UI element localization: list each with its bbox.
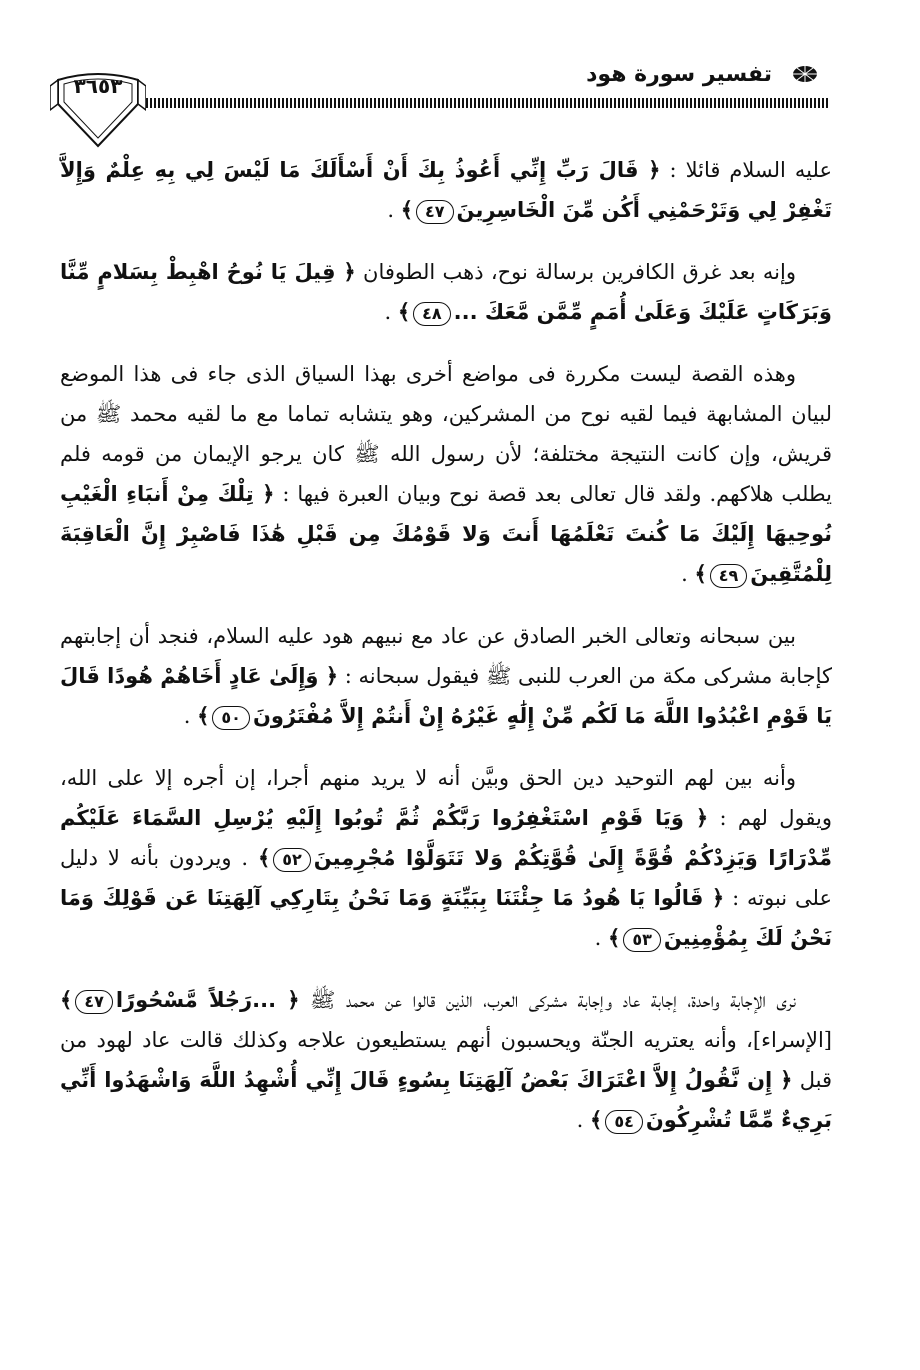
commentary-text: . ويردون بأنه لا دليل على نبوته : bbox=[60, 846, 832, 910]
verse-number: ٥٢ bbox=[273, 848, 311, 872]
quran-verse: ﴾ bbox=[60, 988, 73, 1012]
commentary-text: . bbox=[594, 926, 608, 950]
commentary-text: . bbox=[183, 704, 198, 728]
page-number: ٣٦٥٣ bbox=[73, 74, 123, 98]
commentary-text: بين سبحانه وتعالى الخبر الصادق عن عاد مع نبيهم هود عليه السلام، فنجد أن إجابتهم كإجابة مشركى مكة من العرب للنبى ﷺ فيقول سبحانه : bbox=[60, 624, 832, 688]
quran-verse: ﴾ bbox=[590, 1108, 603, 1132]
quran-verse: ﴾ bbox=[257, 846, 271, 870]
quran-verse: ﴿ قَالَ رَبِّ إِنِّي أَعُوذُ بِكَ أَنْ أَسْأَلَكَ مَا لَيْسَ لِي بِهِ عِلْمٌ وَإِلاَّ تَغْفِرْ لِي وَتَرْحَمْنِي أَكُن مِّنَ الْخَاسِرِينَ bbox=[60, 158, 832, 222]
commentary-text: وإنه بعد غرق الكافرين برسالة نوح، ذهب الطوفان bbox=[355, 260, 797, 284]
verse-number: ٥٣ bbox=[623, 928, 661, 952]
quran-verse: ﴿ وَيَا قَوْمِ اسْتَغْفِرُوا رَبَّكُمْ ثُمَّ تُوبُوا إِلَيْهِ يُرْسِلِ السَّمَاءَ عَلَيْكُم مِّدْرَارًا وَيَزِدْكُمْ قُوَّةً إِلَىٰ قُوَّتِكُمْ وَلا تَتَوَلَّوْا مُجْرِمِينَ bbox=[60, 806, 832, 870]
commentary-text: عليه السلام قائلا : bbox=[660, 158, 832, 182]
commentary-text: . bbox=[384, 300, 398, 324]
paragraph bbox=[60, 980, 832, 1140]
verse-number: ٤٩ bbox=[710, 564, 748, 588]
commentary-text: . bbox=[681, 562, 695, 586]
commentary-text: [الإسراء]، وأنه يعتريه الجنّة ويحسبون أنهم يستطيعون علاجه وكذلك قالت عاد لهود من قبل bbox=[60, 1028, 832, 1092]
quran-verse: ﴿ وَإِلَىٰ عَادٍ أَخَاهُمْ هُودًا قَالَ يَا قَوْمِ اعْبُدُوا اللَّهَ مَا لَكُم مِّنْ إِلَٰهٍ غَيْرُهُ إِنْ أَنتُمْ إِلاَّ مُفْتَرُونَ bbox=[60, 664, 832, 728]
paragraph bbox=[60, 150, 832, 230]
verse-number: ٥٠ bbox=[212, 706, 250, 730]
page-body bbox=[60, 150, 832, 1162]
commentary-text: نرى الإجابة واحدة، إجابة عاد وإجابة مشركى العرب، الذين قالوا عن محمد ﷺ bbox=[299, 988, 796, 1012]
quran-verse: ﴿ قَالُوا يَا هُودُ مَا جِئْتَنَا بِبَيِّنَةٍ وَمَا نَحْنُ بِتَارِكِي آلِهَتِنَا عَن قَوْلِكَ وَمَا نَحْنُ لَكَ بِمُؤْمِنِينَ bbox=[60, 886, 832, 950]
verse-number: ٤٧ bbox=[416, 200, 454, 224]
quran-verse: ﴾ bbox=[400, 198, 414, 222]
verse-number: ٤٧ bbox=[75, 990, 113, 1014]
quran-verse: ﴾ bbox=[197, 704, 210, 728]
paragraph bbox=[60, 758, 832, 958]
quran-verse: ﴾ bbox=[694, 562, 707, 586]
quran-verse: ﴿ تِلْكَ مِنْ أَنبَاءِ الْغَيْبِ نُوحِيهَا إِلَيْكَ مَا كُنتَ تَعْلَمُهَا أَنتَ وَلا قَوْمُكَ مِن قَبْلِ هَٰذَا فَاصْبِرْ إِنَّ الْعَاقِبَةَ لِلْمُتَّقِينَ bbox=[60, 482, 832, 586]
commentary-text: . bbox=[576, 1108, 591, 1132]
quran-verse: ﴿ ...رَجُلاً مَّسْحُورًا bbox=[115, 988, 300, 1012]
quran-verse: ﴾ bbox=[397, 300, 411, 324]
chapter-title: تفسير سورة هود bbox=[586, 62, 772, 87]
verse-number: ٥٤ bbox=[605, 1110, 643, 1134]
verse-number: ٤٨ bbox=[413, 302, 451, 326]
flower-ornament-icon bbox=[790, 64, 820, 84]
paragraph bbox=[60, 354, 832, 594]
quran-verse: ﴿ قِيلَ يَا نُوحُ اهْبِطْ بِسَلامٍ مِّنَّا وَبَرَكَاتٍ عَلَيْكَ وَعَلَىٰ أُمَمٍ مِّمَّن مَّعَكَ ... bbox=[60, 260, 832, 324]
page-header bbox=[50, 40, 830, 150]
paragraph bbox=[60, 252, 832, 332]
header-rule bbox=[142, 98, 830, 108]
commentary-text: وهذه القصة ليست مكررة فى مواضع أخرى بهذا السياق الذى جاء فى هذا الموضع لبيان المشابهة فيما لقيه نوح من المشركين، وهو يتشابه تماما مع ما لقيه محمد ﷺ من قريش، وإن كانت النتيجة مختلفة؛ لأن رسول الله ﷺ كان يرجو الإيمان من قومه فلم يطلب هلاكهم. ولقد قال تعالى بعد قصة نوح وبيان العبرة فيها : bbox=[60, 362, 832, 506]
quran-verse: ﴾ bbox=[608, 926, 621, 950]
quran-verse: ﴿ إِن نَّقُولُ إِلاَّ اعْتَرَاكَ بَعْضُ آلِهَتِنَا بِسُوءٍ قَالَ إِنِّي أُشْهِدُ اللَّهَ وَاشْهَدُوا أَنِّي بَرِيءٌ مِّمَّا تُشْرِكُونَ bbox=[60, 1068, 832, 1132]
commentary-text: وأنه بين لهم التوحيد دين الحق وبيَّن أنه لا يريد منهم أجرا، إن أجره إلا على الله، ويقول لهم : bbox=[60, 766, 832, 830]
paragraph bbox=[60, 616, 832, 736]
commentary-text: . bbox=[387, 198, 401, 222]
